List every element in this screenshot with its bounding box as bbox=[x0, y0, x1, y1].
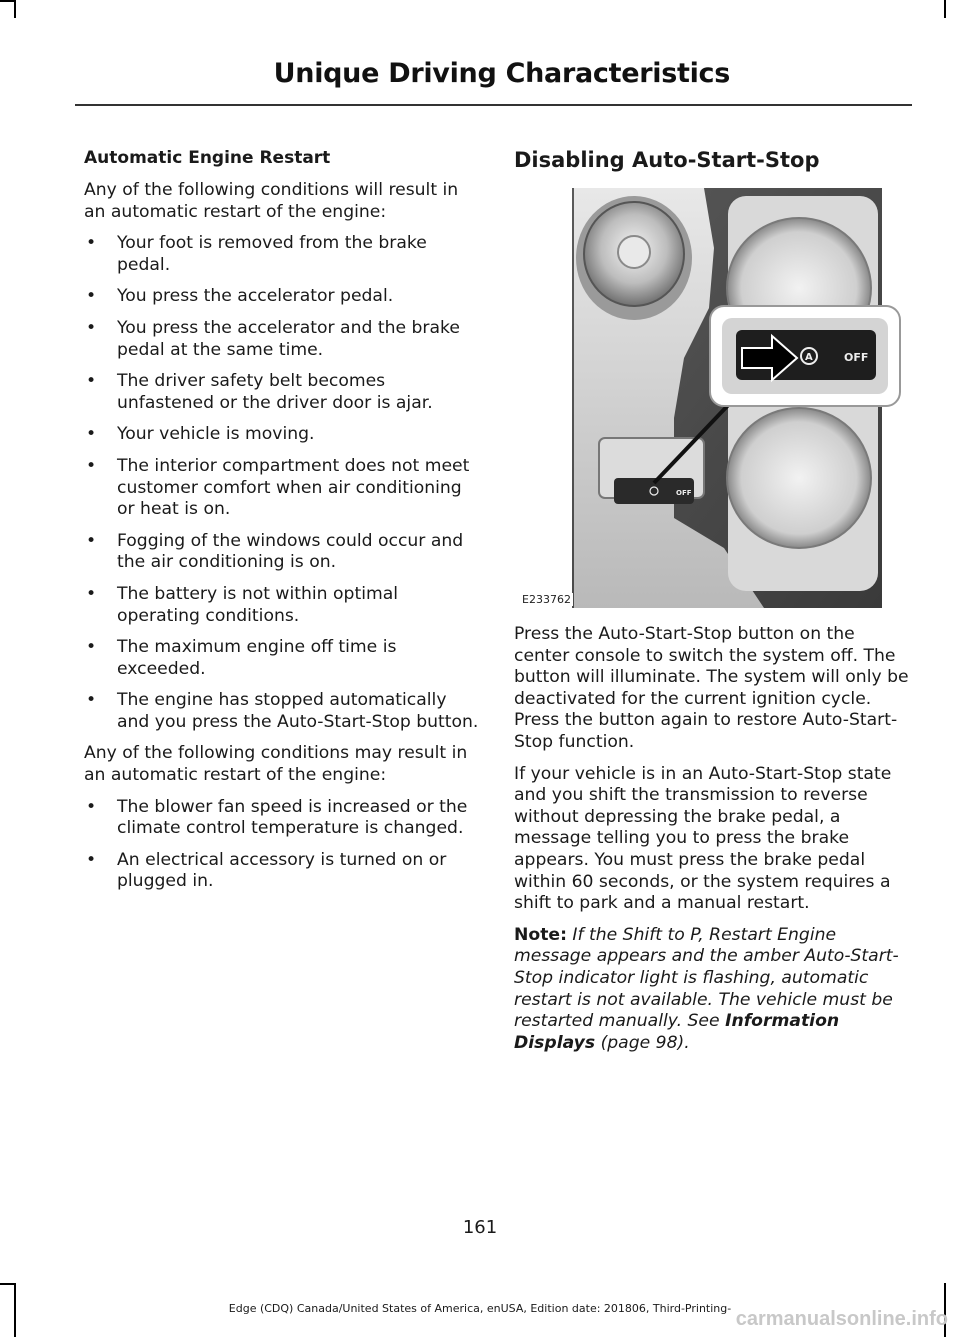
paragraph-reverse-shift: If your vehicle is in an Auto-Start-Stop state and you shift the transmission to reverse without depressing the brake pedal, a message telling you to press the brake appears. You must press the brake pedal within 60 seconds, or the system requires a shift to park and a manual restart. bbox=[514, 763, 892, 914]
list-item: • The engine has stopped automatically and you press the Auto-Start-Stop button. bbox=[86, 690, 479, 732]
list-item: • The maximum engine off time is exceeded. bbox=[86, 637, 397, 679]
list-item: • Your vehicle is moving. bbox=[86, 424, 315, 445]
svg-text:A: A bbox=[805, 352, 813, 363]
list-item: • The blower fan speed is increased or the climate control temperature is changed. bbox=[86, 796, 468, 839]
figure-id: E233762 bbox=[522, 593, 571, 606]
page-number: 161 bbox=[462, 1217, 498, 1238]
watermark: carmanualsonline.info bbox=[735, 1308, 948, 1330]
note-paragraph bbox=[514, 925, 910, 1055]
note-end: . bbox=[684, 1032, 690, 1053]
paragraph-intro-may: Any of the following conditions may result in an automatic restart of the engine: bbox=[84, 743, 468, 786]
crop-mark bbox=[14, 0, 16, 18]
footer-edition: Edge (CDQ) Canada/United States of America, enUSA, Edition date: 201806, Third-Printing- bbox=[228, 1302, 732, 1315]
crop-mark bbox=[0, 0, 14, 2]
possible-restart-conditions-list bbox=[84, 797, 484, 893]
svg-text:OFF: OFF bbox=[844, 351, 869, 364]
crop-mark bbox=[944, 0, 946, 18]
page-reference: (page 98) bbox=[600, 1032, 685, 1053]
console-illustration bbox=[514, 188, 910, 608]
list-item: • You press the accelerator pedal. bbox=[86, 286, 394, 307]
list-item: • Fogging of the windows could occur and the air conditioning is on. bbox=[86, 530, 464, 573]
paragraph-intro-will: Any of the following conditions will result in an automatic restart of the engine: bbox=[84, 180, 459, 222]
section-heading-disabling: Disabling Auto-Start-Stop bbox=[514, 148, 820, 172]
section-heading-restart: Automatic Engine Restart bbox=[84, 148, 331, 168]
svg-text:OFF: OFF bbox=[676, 489, 692, 497]
crop-mark bbox=[0, 1283, 14, 1285]
note-label: Note: bbox=[514, 924, 567, 945]
page-title: Unique Driving Characteristics bbox=[273, 58, 730, 89]
center-console-image bbox=[514, 188, 910, 608]
list-item: • The driver safety belt becomes unfastened or the driver door is ajar. bbox=[86, 371, 433, 413]
restart-conditions-list bbox=[84, 233, 484, 733]
left-column bbox=[84, 140, 484, 903]
note-text: If the Shift to P, Restart Engine message appears and the amber Auto-Start-Stop indicator light is flashing, automatic restart is not available. The vehicle must be restarted manually. See bbox=[514, 924, 899, 1032]
right-column bbox=[514, 140, 910, 1064]
list-item: • The interior compartment does not meet customer comfort when air conditioning or heat is on. bbox=[86, 455, 470, 520]
title-rule bbox=[75, 104, 912, 106]
paragraph-press-button: Press the Auto-Start-Stop button on the center console to switch the system off. The button will illuminate. The system will only be deactivated for the current ignition cycle. Press the button again to restore Auto-Start-Stop function. bbox=[514, 624, 909, 752]
list-item: • The battery is not within optimal operating conditions. bbox=[86, 583, 399, 626]
list-item: • An electrical accessory is turned on or plugged in. bbox=[86, 849, 447, 892]
information-displays-link[interactable]: Information Displays bbox=[514, 1011, 840, 1053]
list-item: • Your foot is removed from the brake pedal. bbox=[86, 233, 427, 275]
list-item: • You press the accelerator and the brake pedal at the same time. bbox=[86, 317, 460, 360]
